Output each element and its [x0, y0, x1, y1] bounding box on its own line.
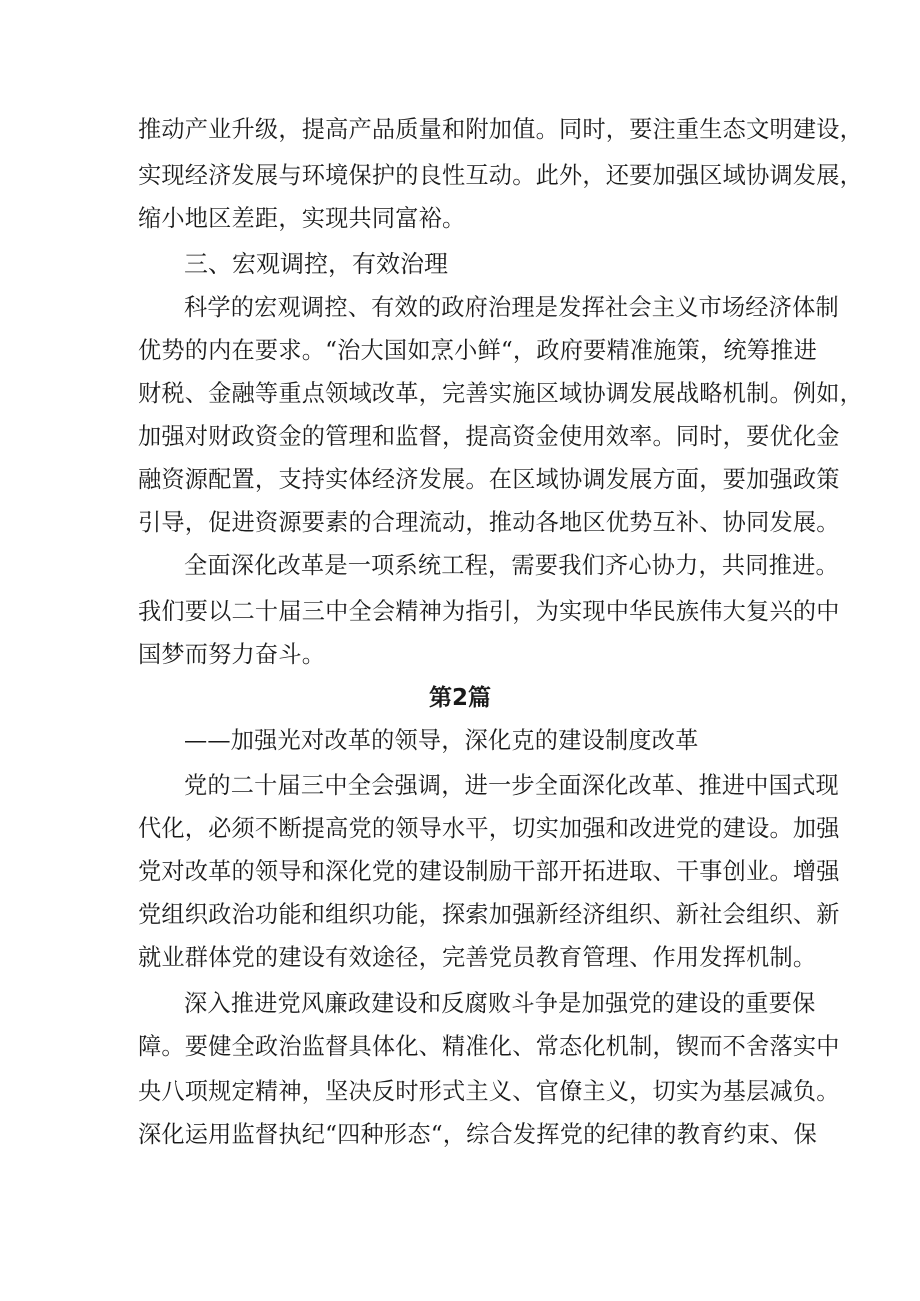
text-line: 缩小地区差距，实现共同富裕。 — [138, 205, 466, 232]
text-line: 党的二十届三中全会强调，进一步全面深化改革、推进中国式现 — [184, 772, 839, 799]
text-line: 深入推进党风廉政建设和反腐败斗争是加强党的建设的重要保 — [184, 990, 816, 1017]
text-line: 推动产业升级，提高产品质量和附加值。同时，要注重生态文明建设， — [138, 116, 864, 143]
text-line: 深化运用监督执纪“四种形态“，综合发挥党的纪律的教育约束、保 — [138, 1121, 817, 1148]
section-heading: 三、宏观调控，有效治理 — [184, 250, 448, 278]
text-line: 就业群体党的建设有效途径，完善党员教育管理、作用发挥机制。 — [138, 944, 817, 971]
text-line: 全面深化改革是一项系统工程，需要我们齐心协力，共同推进。 — [184, 552, 839, 579]
text-line: 优势的内在要求。“治大国如烹小鲜“，政府要精准施策，统筹推进 — [138, 337, 817, 364]
text-line: 财税、金融等重点领域改革，完善实施区域协调发展战略机制。例如， — [138, 380, 864, 407]
text-line: 党组织政治功能和组织功能，探索加强新经济组织、新社会组织、新 — [138, 901, 840, 928]
text-line: 加强对财政资金的管理和监督，提高资金使用效率。同时，要优化金 — [138, 423, 840, 450]
text-line: 引导，促进资源要素的合理流动，推动各地区优势互补、协同发展。 — [138, 509, 840, 536]
text-line: 融资源配置，支持实体经济发展。在区域协调发展方面，要加强政策 — [138, 466, 840, 493]
article-subtitle: ——加强光对改革的领导，深化克的建设制度改革 — [184, 727, 699, 754]
text-line: 障。要健全政治监督具体化、精准化、常态化机制，锲而不舍落实中 — [138, 1033, 840, 1060]
text-line: 科学的宏观调控、有效的政府治理是发挥社会主义市场经济体制 — [184, 294, 839, 321]
article-title: 第2篇 — [428, 685, 491, 711]
text-line: 央八项规定精神，坚决反时形式主义、官僚主义，切实为基层减负。 — [138, 1078, 840, 1105]
text-line: 实现经济发展与环境保护的良性互动。此外，还要加强区域协调发展， — [138, 162, 864, 189]
text-line: 我们要以二十届三中全会精神为指引，为实现中华民族伟大复兴的中 — [138, 598, 840, 625]
text-line: 党对改革的领导和深化党的建设制励干部开拓进取、干事创业。增强 — [138, 858, 840, 885]
text-line: 代化，必须不断提高党的领导水平，切实加强和改进党的建设。加强 — [138, 815, 840, 842]
text-line: 国梦而努力奋斗。 — [138, 641, 326, 668]
